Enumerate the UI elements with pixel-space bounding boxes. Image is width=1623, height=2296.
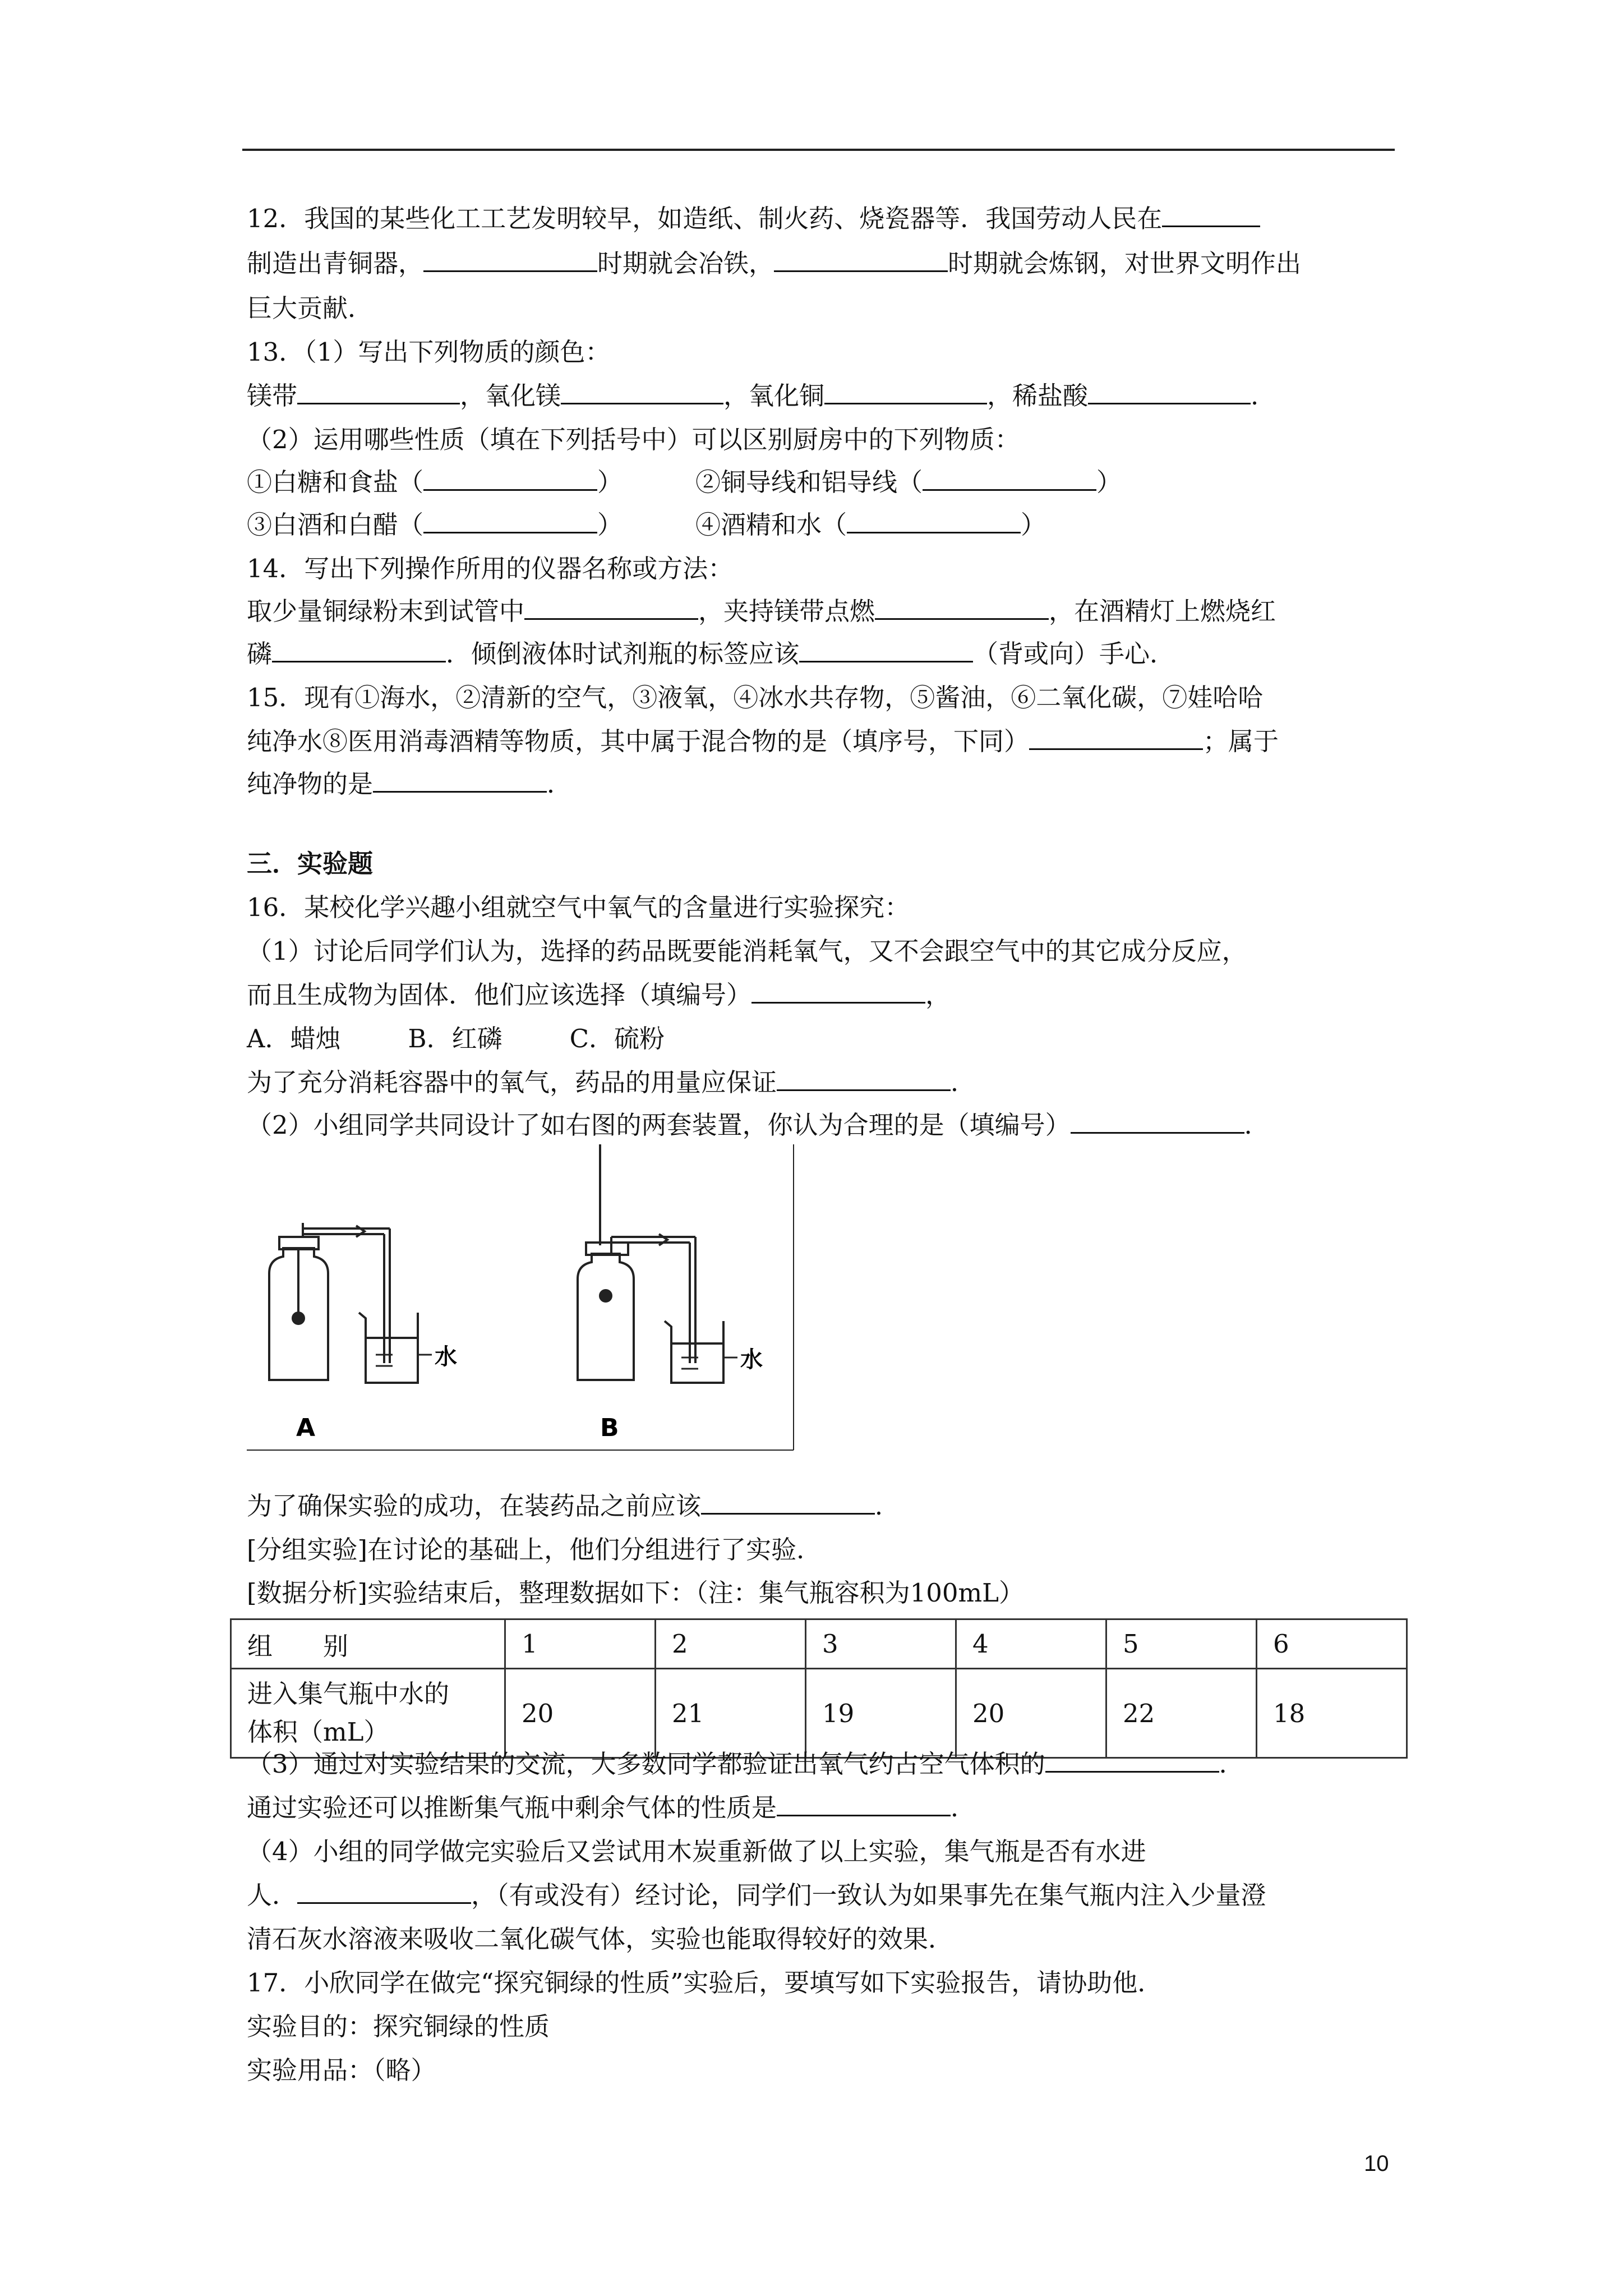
q16-text-3b: ， [925, 980, 951, 1010]
answer-blank[interactable] [774, 241, 948, 272]
table-cell: 21 [656, 1669, 806, 1758]
q15-text-3a: 纯净物的是 [247, 769, 374, 799]
table-cell: 2 [656, 1619, 806, 1669]
q16-text-3a: 而且生成物为固体．他们应该选择（填编号） [247, 980, 752, 1010]
q14-line-1 [247, 546, 733, 591]
q15-text-2b: ；属于 [1203, 726, 1279, 756]
q16-line-8: [分组实验]在讨论的基础上，他们分组进行了实验． [247, 1535, 822, 1565]
q13-text-4d: ） [1096, 467, 1122, 497]
q17-line-3: 实验用品：（略） [247, 2055, 436, 2085]
device-b-label: B [600, 1414, 619, 1442]
q16-line-5 [247, 1060, 976, 1105]
answer-blank[interactable] [297, 374, 460, 404]
q16-line-6 [247, 1103, 1270, 1148]
q15-text-3b: ． [547, 769, 573, 799]
q13-text-4b: ） [597, 467, 623, 497]
answer-blank[interactable] [524, 589, 698, 620]
q16-line-11 [247, 1786, 976, 1830]
answer-blank[interactable] [561, 374, 723, 404]
q12-text-1: 12．我国的某些化工工艺发明较早，如造纸、制火药、烧瓷器等．我国劳动人民在 [247, 204, 1163, 233]
answer-blank[interactable] [1045, 1742, 1219, 1773]
table-cell: 18 [1257, 1669, 1407, 1758]
table-cell: 6 [1257, 1619, 1407, 1669]
q13-text-2b: ，氧化镁 [460, 381, 561, 411]
q15-line-1 [247, 675, 1263, 720]
q12-text-2c: 时期就会炼钢，对世界文明作出 [948, 249, 1302, 278]
answer-blank[interactable] [799, 632, 973, 662]
answer-blank[interactable] [373, 762, 547, 793]
q16-text-10b: ． [1219, 1749, 1244, 1779]
q16-line-13 [247, 1873, 1266, 1918]
q14-text-2a: 取少量铜绿粉末到试管中 [247, 596, 525, 626]
q16-line-3 [247, 973, 951, 1018]
device-b [578, 1144, 737, 1383]
answer-blank[interactable] [1071, 1103, 1244, 1134]
q12-text-2a: 制造出青铜器， [247, 249, 424, 278]
q16-text-6b: ． [1244, 1110, 1270, 1140]
table-cell: 1 [505, 1619, 656, 1669]
q13-line-1 [247, 330, 610, 375]
q16-line-9: [数据分析]实验结束后，整理数据如下：（注：集气瓶容积为100mL） [247, 1578, 1025, 1608]
q16-text-10a: （3）通过对实验结果的交流，大多数同学都验证出氧气约占空气体积的 [247, 1749, 1045, 1779]
q16-text-6a: （2）小组同学共同设计了如右图的两套装置，你认为合理的是（填编号） [247, 1110, 1071, 1140]
q14-text-3a: 磷 [247, 639, 273, 669]
q16-text-7a: 为了确保实验的成功，在装药品之前应该 [247, 1491, 702, 1521]
table-cell: 20 [505, 1669, 656, 1758]
table-cell: 20 [956, 1669, 1106, 1758]
table-cell: 5 [1106, 1619, 1257, 1669]
device-a [269, 1223, 432, 1383]
q15-line-3 [247, 762, 572, 807]
apparatus-figure [247, 1144, 796, 1453]
q13-text-2c: ，氧化铜 [723, 381, 825, 411]
answer-blank[interactable] [923, 460, 1096, 491]
q16-text-13b: ，（有或没有）经讨论，同学们一致认为如果事先在集气瓶内注入少量澄 [471, 1880, 1266, 1910]
data-table [230, 1618, 1408, 1759]
q13-text-2d: ，稀盐酸 [987, 381, 1089, 411]
answer-blank[interactable] [423, 460, 597, 491]
q16-text-7b: ． [875, 1491, 901, 1521]
q12-text-3: 巨大贡献． [247, 293, 374, 323]
page-number: 10 [1364, 2151, 1389, 2176]
section-heading: 三．实验题 [247, 849, 374, 878]
q16-line-14: 清石灰水溶液来吸收二氧化碳气体，实验也能取得较好的效果． [247, 1924, 954, 1954]
q13-text-2a: 镁带 [247, 381, 298, 411]
q17-line-2: 实验目的：探究铜绿的性质 [247, 2012, 550, 2041]
answer-blank[interactable] [777, 1786, 951, 1816]
table-row [231, 1619, 1407, 1669]
q13-text-4c: ②铜导线和铝导线（ [695, 467, 923, 497]
answer-blank[interactable] [701, 1484, 875, 1515]
q17-line-1: 17．小欣同学在做完“探究铜绿的性质”实验后，要填写如下实验报告，请协助他． [247, 1968, 1163, 1998]
q13-line-3 [247, 417, 1020, 462]
q13-text-5d: ） [1021, 510, 1046, 540]
q13-text-5b: ） [597, 510, 623, 540]
q16-text-5b: ． [951, 1068, 976, 1097]
q16-line-1 [247, 885, 910, 930]
q14-text-2b: ，夹持镁带点燃 [698, 596, 875, 626]
q13-line-4 [247, 460, 1122, 505]
q16-line-7 [247, 1484, 900, 1529]
q13-text-1: 13．（1）写出下列物质的颜色： [247, 337, 611, 367]
q16-text-13a: 人． [247, 1880, 298, 1910]
q12-line-2 [247, 241, 1301, 286]
water-label-a: 水 [435, 1344, 457, 1370]
answer-blank[interactable] [777, 1060, 951, 1091]
header-text-line-2: 体积（mL） [247, 1717, 389, 1747]
option-c: C．硫粉 [569, 1024, 665, 1053]
q12-text-2b: 时期就会冶铁， [597, 249, 774, 278]
table-cell: 3 [806, 1619, 956, 1669]
q14-text-3b: ．倾倒液体时试剂瓶的标签应该 [446, 639, 800, 669]
q16-text-5a: 为了充分消耗容器中的氧气，药品的用量应保证 [247, 1068, 777, 1097]
q14-line-3 [247, 632, 1175, 677]
q13-text-4a: ①白糖和食盐（ [247, 467, 424, 497]
answer-blank[interactable] [423, 241, 597, 272]
option-a: A．蜡烛 [247, 1024, 341, 1053]
q14-text-1: 14．写出下列操作所用的仪器名称或方法： [247, 554, 734, 583]
q13-line-5 [247, 503, 1046, 547]
q16-text-1: 16．某校化学兴趣小组就空气中氧气的含量进行实验探究： [247, 892, 910, 922]
answer-blank[interactable] [875, 589, 1049, 620]
q13-line-2 [247, 374, 1276, 418]
answer-blank[interactable] [1088, 374, 1251, 404]
q16-text-11b: ． [951, 1793, 976, 1823]
header-text-line-1: 进入集气瓶中水的 [247, 1679, 450, 1709]
q16-line-12: （4）小组的同学做完实验后又尝试用木炭重新做了以上实验，集气瓶是否有水进 [247, 1837, 1146, 1866]
option-b: B．红磷 [408, 1024, 502, 1053]
header-rule [242, 149, 1395, 151]
q15-line-2 [247, 719, 1279, 764]
q15-text-2a: 纯净水⑧医用消毒酒精等物质，其中属于混合物的是（填序号，下同） [247, 726, 1030, 756]
q13-text-5a: ③白酒和白醋（ [247, 510, 424, 540]
q15-text-1: 15．现有①海水，②清新的空气，③液氧，④冰水共存物，⑤酱油，⑥二氧化碳，⑦娃哈哈 [247, 683, 1264, 712]
answer-blank[interactable] [1029, 719, 1203, 750]
q16-line-2 [247, 929, 1247, 974]
q14-text-3c: （背或向）手心． [973, 639, 1175, 669]
q16-text-11a: 通过实验还可以推断集气瓶中剩余气体的性质是 [247, 1793, 777, 1823]
q13-text-3: （2）运用哪些性质（填在下列括号中）可以区别厨房中的下列物质： [247, 425, 1020, 454]
answer-blank[interactable] [1162, 196, 1260, 227]
q13-text-2e: ． [1251, 381, 1276, 411]
answer-blank[interactable] [272, 632, 446, 662]
table-cell: 19 [806, 1669, 956, 1758]
table-cell: 4 [956, 1619, 1106, 1669]
q14-text-2c: ，在酒精灯上燃烧红 [1049, 596, 1276, 626]
answer-blank[interactable] [751, 973, 925, 1004]
q12-line-3 [247, 286, 373, 331]
table-header-cell: 组 别 [231, 1619, 505, 1669]
device-a-label: A [296, 1414, 316, 1442]
water-label-b: 水 [740, 1347, 763, 1373]
answer-blank[interactable] [297, 1873, 471, 1904]
q16-options [247, 1016, 665, 1061]
answer-blank[interactable] [847, 503, 1021, 533]
q13-text-5c: ④酒精和水（ [695, 510, 847, 540]
q16-line-10 [247, 1742, 1244, 1787]
q16-text-2: （1）讨论后同学们认为，选择的药品既要能消耗氧气，又不会跟空气中的其它成分反应， [247, 936, 1247, 966]
answer-blank[interactable] [824, 374, 987, 404]
q12-line-1 [247, 196, 1260, 241]
table-cell: 22 [1106, 1669, 1257, 1758]
answer-blank[interactable] [423, 503, 597, 533]
q14-line-2 [247, 589, 1276, 634]
